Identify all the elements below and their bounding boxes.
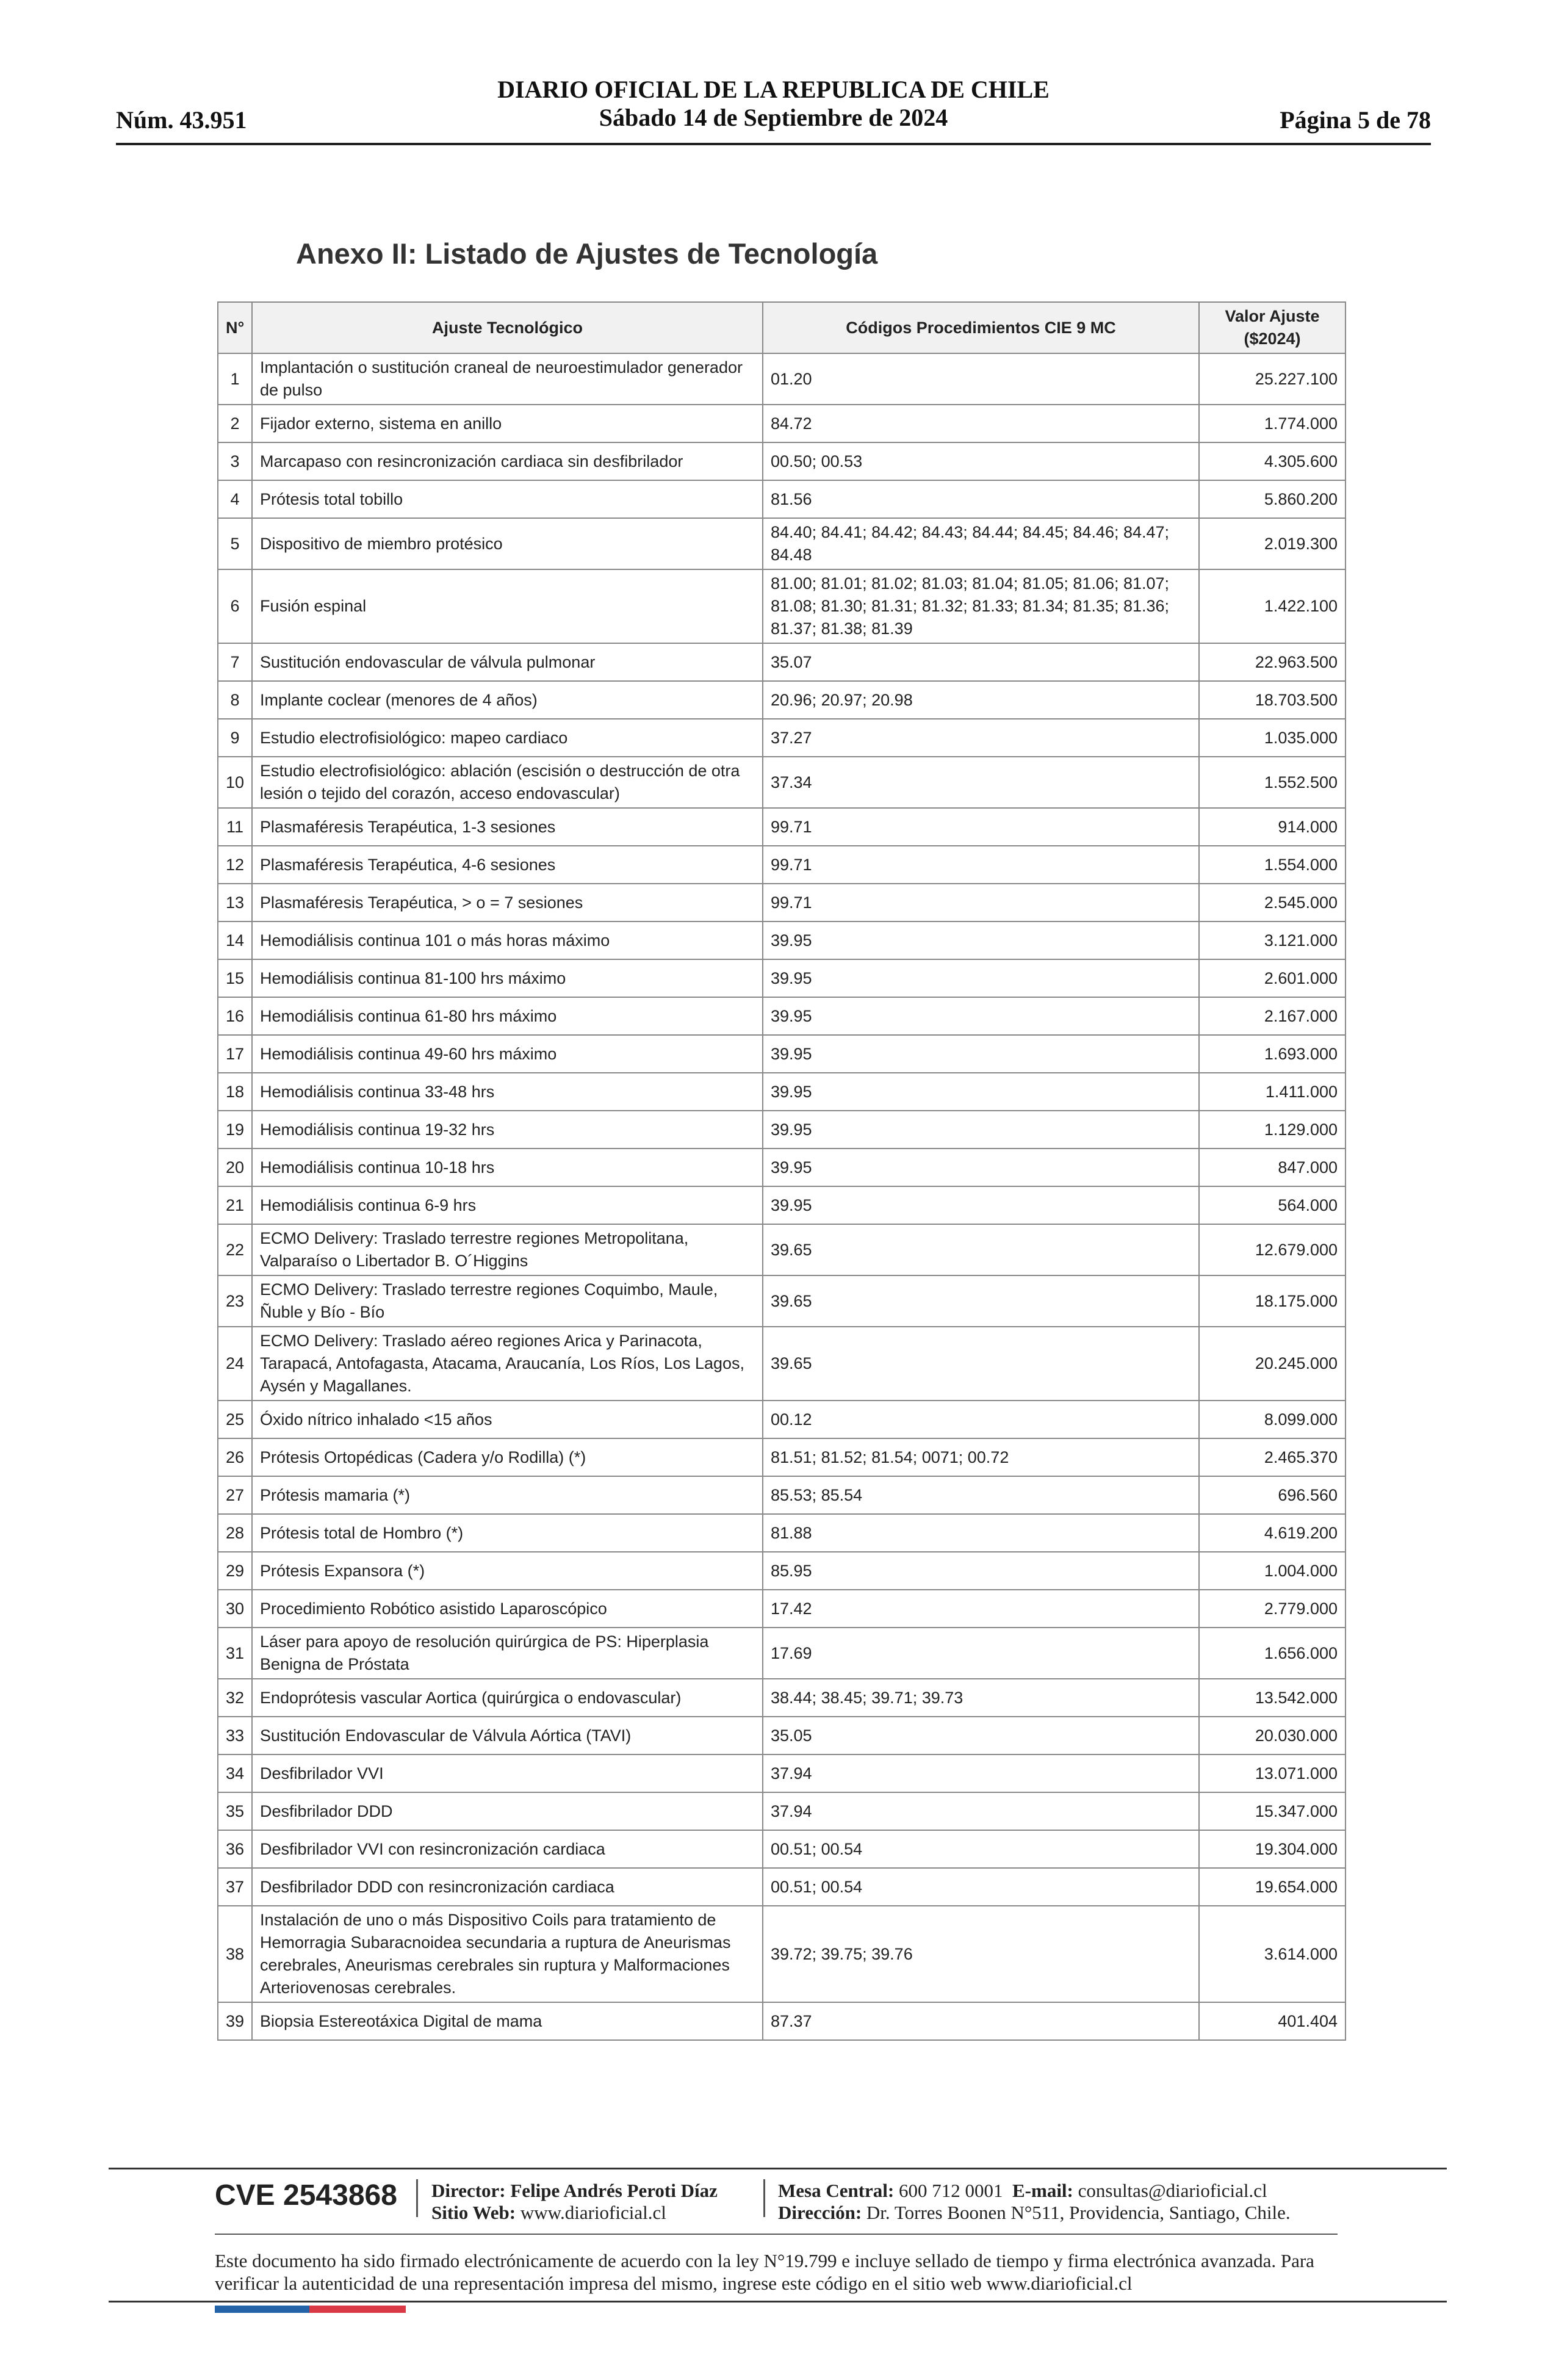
- row-codes: 00.12: [763, 1401, 1199, 1438]
- row-number: 38: [218, 1906, 252, 2002]
- table-row: [218, 959, 1345, 997]
- row-value: 19.304.000: [1199, 1830, 1345, 1868]
- table-row: [218, 353, 1345, 405]
- row-codes: 99.71: [763, 808, 1199, 846]
- row-value: 5.860.200: [1199, 480, 1345, 518]
- row-codes: 38.44; 38.45; 39.71; 39.73: [763, 1679, 1199, 1717]
- row-number: 13: [218, 884, 252, 921]
- row-number: 22: [218, 1224, 252, 1275]
- row-adjustment: Procedimiento Robótico asistido Laparoscópico: [252, 1590, 763, 1628]
- row-value: 1.552.500: [1199, 757, 1345, 808]
- row-adjustment: Prótesis total de Hombro (*): [252, 1514, 763, 1552]
- row-codes: 39.95: [763, 1035, 1199, 1073]
- table-row: [218, 405, 1345, 442]
- row-number: 24: [218, 1327, 252, 1401]
- row-adjustment: Hemodiálisis continua 61-80 hrs máximo: [252, 997, 763, 1035]
- row-codes: 99.71: [763, 846, 1199, 884]
- row-number: 16: [218, 997, 252, 1035]
- table-row: [218, 1035, 1345, 1073]
- site-url[interactable]: www.diarioficial.cl: [520, 2202, 666, 2223]
- row-value: 22.963.500: [1199, 643, 1345, 681]
- row-adjustment: Prótesis Ortopédicas (Cadera y/o Rodilla) (*): [252, 1438, 763, 1476]
- table-row: [218, 1868, 1345, 1906]
- row-adjustment: Prótesis total tobillo: [252, 480, 763, 518]
- page-number: Página 5 de 78: [1280, 106, 1431, 134]
- row-number: 30: [218, 1590, 252, 1628]
- row-adjustment: Desfibrilador VVI con resincronización cardiaca: [252, 1830, 763, 1868]
- row-value: 13.071.000: [1199, 1754, 1345, 1792]
- row-value: 3.121.000: [1199, 921, 1345, 959]
- table-row: [218, 1111, 1345, 1149]
- row-value: 564.000: [1199, 1186, 1345, 1224]
- row-number: 10: [218, 757, 252, 808]
- row-codes: 39.95: [763, 921, 1199, 959]
- table-row: [218, 1830, 1345, 1868]
- row-adjustment: ECMO Delivery: Traslado terrestre regiones Coquimbo, Maule, Ñuble y Bío - Bío: [252, 1275, 763, 1327]
- row-number: 2: [218, 405, 252, 442]
- flag-stripe-blue: [215, 2306, 309, 2313]
- address-label: Dirección:: [778, 2202, 862, 2223]
- table-row: [218, 1754, 1345, 1792]
- row-value: 1.422.100: [1199, 569, 1345, 643]
- row-number: 31: [218, 1628, 252, 1679]
- row-value: 1.656.000: [1199, 1628, 1345, 1679]
- row-adjustment: Láser para apoyo de resolución quirúrgica de PS: Hiperplasia Benigna de Próstata: [252, 1628, 763, 1679]
- footer-director-block: [431, 2180, 718, 2224]
- row-number: 11: [218, 808, 252, 846]
- row-value: 18.175.000: [1199, 1275, 1345, 1327]
- footer-divider: [763, 2179, 765, 2217]
- table-row: [218, 884, 1345, 921]
- row-codes: 37.94: [763, 1792, 1199, 1830]
- row-value: 2.779.000: [1199, 1590, 1345, 1628]
- row-adjustment: Instalación de uno o más Dispositivo Coils para tratamiento de Hemorragia Subaracnoidea secundaria a ruptura de Aneurismas cerebrales, Aneurismas cerebrales sin ruptura y Malformaciones Arteriovenosas cerebrales.: [252, 1906, 763, 2002]
- row-codes: 00.50; 00.53: [763, 442, 1199, 480]
- row-value: 1.004.000: [1199, 1552, 1345, 1590]
- director-name: Felipe Andrés Peroti Díaz: [510, 2180, 718, 2201]
- row-codes: 00.51; 00.54: [763, 1830, 1199, 1868]
- value-header-line1: Valor Ajuste: [1225, 307, 1320, 325]
- row-value: 20.030.000: [1199, 1717, 1345, 1754]
- table-row: [218, 1149, 1345, 1186]
- table-row: [218, 757, 1345, 808]
- row-adjustment: Desfibrilador DDD con resincronización cardiaca: [252, 1868, 763, 1906]
- table-row: [218, 1186, 1345, 1224]
- phone-number: 600 712 0001: [899, 2180, 1003, 2201]
- row-number: 19: [218, 1111, 252, 1149]
- row-adjustment: Hemodiálisis continua 6-9 hrs: [252, 1186, 763, 1224]
- row-codes: 39.65: [763, 1224, 1199, 1275]
- row-codes: 39.72; 39.75; 39.76: [763, 1906, 1199, 2002]
- phone-label: Mesa Central:: [778, 2180, 895, 2201]
- publication-date: Sábado 14 de Septiembre de 2024: [599, 104, 948, 131]
- row-codes: 39.95: [763, 1111, 1199, 1149]
- row-codes: 85.95: [763, 1552, 1199, 1590]
- table-row: [218, 2002, 1345, 2040]
- row-codes: 84.40; 84.41; 84.42; 84.43; 84.44; 84.45; 84.46; 84.47; 84.48: [763, 518, 1199, 569]
- table-row: [218, 569, 1345, 643]
- director-label: Director:: [431, 2180, 506, 2201]
- row-adjustment: Hemodiálisis continua 33-48 hrs: [252, 1073, 763, 1111]
- address-text: Dr. Torres Boonen N°511, Providencia, Santiago, Chile.: [866, 2202, 1291, 2223]
- row-value: 8.099.000: [1199, 1401, 1345, 1438]
- row-adjustment: Endoprótesis vascular Aortica (quirúrgica o endovascular): [252, 1679, 763, 1717]
- row-value: 25.227.100: [1199, 353, 1345, 405]
- row-adjustment: Sustitución endovascular de válvula pulmonar: [252, 643, 763, 681]
- row-codes: 35.07: [763, 643, 1199, 681]
- adjustments-table: [217, 301, 1346, 2041]
- row-adjustment: Biopsia Estereotáxica Digital de mama: [252, 2002, 763, 2040]
- row-adjustment: Dispositivo de miembro protésico: [252, 518, 763, 569]
- row-codes: 85.53; 85.54: [763, 1476, 1199, 1514]
- row-codes: 81.88: [763, 1514, 1199, 1552]
- table-row: [218, 1327, 1345, 1401]
- table-row: [218, 643, 1345, 681]
- row-value: 1.035.000: [1199, 719, 1345, 757]
- row-codes: 99.71: [763, 884, 1199, 921]
- row-adjustment: Fijador externo, sistema en anillo: [252, 405, 763, 442]
- signature-note: Este documento ha sido firmado electrónicamente de acuerdo con la ley N°19.799 e incluye sellado de tiempo y firma electrónica avanzada. Para verificar la autenticidad de una representación impresa del mismo, ingrese este código en el sitio web www.diarioficial.cl: [215, 2250, 1314, 2294]
- row-number: 15: [218, 959, 252, 997]
- row-adjustment: Hemodiálisis continua 49-60 hrs máximo: [252, 1035, 763, 1073]
- row-adjustment: ECMO Delivery: Traslado aéreo regiones Arica y Parinacota, Tarapacá, Antofagasta, Atacama, Araucanía, Los Ríos, Los Lagos, Aysén y Magallanes.: [252, 1327, 763, 1401]
- table-row: [218, 442, 1345, 480]
- row-value: 20.245.000: [1199, 1327, 1345, 1401]
- row-codes: 81.56: [763, 480, 1199, 518]
- row-value: 2.601.000: [1199, 959, 1345, 997]
- row-codes: 87.37: [763, 2002, 1199, 2040]
- row-adjustment: Estudio electrofisiológico: mapeo cardiaco: [252, 719, 763, 757]
- row-adjustment: Desfibrilador VVI: [252, 1754, 763, 1792]
- row-adjustment: Marcapaso con resincronización cardiaca sin desfibrilador: [252, 442, 763, 480]
- table-row: [218, 1552, 1345, 1590]
- row-value: 1.554.000: [1199, 846, 1345, 884]
- table-row: [218, 1476, 1345, 1514]
- row-number: 25: [218, 1401, 252, 1438]
- table-body: [218, 353, 1345, 2040]
- row-adjustment: Plasmaféresis Terapéutica, > o = 7 sesiones: [252, 884, 763, 921]
- row-adjustment: Prótesis mamaria (*): [252, 1476, 763, 1514]
- footer-bottom-rule: [109, 2301, 1447, 2302]
- row-codes: 39.65: [763, 1275, 1199, 1327]
- table-row: [218, 1906, 1345, 2002]
- row-number: 3: [218, 442, 252, 480]
- row-value: 3.614.000: [1199, 1906, 1345, 2002]
- row-number: 8: [218, 681, 252, 719]
- row-value: 1.129.000: [1199, 1111, 1345, 1149]
- col-header-value: [1199, 302, 1345, 353]
- row-number: 28: [218, 1514, 252, 1552]
- row-number: 6: [218, 569, 252, 643]
- row-number: 4: [218, 480, 252, 518]
- row-number: 12: [218, 846, 252, 884]
- row-value: 914.000: [1199, 808, 1345, 846]
- row-adjustment: Hemodiálisis continua 19-32 hrs: [252, 1111, 763, 1149]
- page-header: [116, 74, 1431, 145]
- row-codes: 37.27: [763, 719, 1199, 757]
- row-adjustment: Óxido nítrico inhalado <15 años: [252, 1401, 763, 1438]
- row-number: 17: [218, 1035, 252, 1073]
- row-codes: 00.51; 00.54: [763, 1868, 1199, 1906]
- row-adjustment: Sustitución Endovascular de Válvula Aórtica (TAVI): [252, 1717, 763, 1754]
- col-header-number: N°: [218, 302, 252, 353]
- table-row: [218, 1438, 1345, 1476]
- row-number: 23: [218, 1275, 252, 1327]
- row-value: 2.167.000: [1199, 997, 1345, 1035]
- publication-title: DIARIO OFICIAL DE LA REPUBLICA DE CHILE: [497, 76, 1050, 103]
- table-row: [218, 1792, 1345, 1830]
- row-adjustment: ECMO Delivery: Traslado terrestre regiones Metropolitana, Valparaíso o Libertador B. O´Higgins: [252, 1224, 763, 1275]
- row-value: 4.305.600: [1199, 442, 1345, 480]
- table-row: [218, 997, 1345, 1035]
- table-row: [218, 1514, 1345, 1552]
- row-codes: 17.42: [763, 1590, 1199, 1628]
- row-adjustment: Estudio electrofisiológico: ablación (escisión o destrucción de otra lesión o tejido del corazón, acceso endovascular): [252, 757, 763, 808]
- footer-contact-block: [778, 2180, 1291, 2224]
- table-row: [218, 1275, 1345, 1327]
- table-row: [218, 808, 1345, 846]
- masthead: [116, 76, 1431, 132]
- row-codes: 01.20: [763, 353, 1199, 405]
- table-row: [218, 1073, 1345, 1111]
- row-adjustment: Implantación o sustitución craneal de neuroestimulador generador de pulso: [252, 353, 763, 405]
- row-adjustment: Plasmaféresis Terapéutica, 1-3 sesiones: [252, 808, 763, 846]
- row-number: 26: [218, 1438, 252, 1476]
- row-number: 27: [218, 1476, 252, 1514]
- row-codes: 81.00; 81.01; 81.02; 81.03; 81.04; 81.05; 81.06; 81.07; 81.08; 81.30; 81.31; 81.32; 81.33; 81.34; 81.35; 81.36; 81.37; 81.38; 81.39: [763, 569, 1199, 643]
- row-number: 9: [218, 719, 252, 757]
- row-codes: 39.65: [763, 1327, 1199, 1401]
- site-label: Sitio Web:: [431, 2202, 516, 2223]
- row-codes: 39.95: [763, 1149, 1199, 1186]
- row-number: 32: [218, 1679, 252, 1717]
- table-row: [218, 1224, 1345, 1275]
- row-adjustment: Desfibrilador DDD: [252, 1792, 763, 1830]
- table-row: [218, 921, 1345, 959]
- row-value: 13.542.000: [1199, 1679, 1345, 1717]
- row-codes: 39.95: [763, 1186, 1199, 1224]
- table-row: [218, 1590, 1345, 1628]
- row-adjustment: Hemodiálisis continua 81-100 hrs máximo: [252, 959, 763, 997]
- table-row: [218, 518, 1345, 569]
- row-adjustment: Hemodiálisis continua 101 o más horas máximo: [252, 921, 763, 959]
- row-value: 19.654.000: [1199, 1868, 1345, 1906]
- row-codes: 39.95: [763, 1073, 1199, 1111]
- row-value: 1.774.000: [1199, 405, 1345, 442]
- row-value: 15.347.000: [1199, 1792, 1345, 1830]
- row-codes: 17.69: [763, 1628, 1199, 1679]
- row-number: 18: [218, 1073, 252, 1111]
- row-adjustment: Hemodiálisis continua 10-18 hrs: [252, 1149, 763, 1186]
- row-codes: 39.95: [763, 997, 1199, 1035]
- row-number: 39: [218, 2002, 252, 2040]
- row-number: 37: [218, 1868, 252, 1906]
- table-row: [218, 1717, 1345, 1754]
- row-number: 35: [218, 1792, 252, 1830]
- row-codes: 39.95: [763, 959, 1199, 997]
- cve-code: CVE 2543868: [215, 2179, 397, 2212]
- row-adjustment: Implante coclear (menores de 4 años): [252, 681, 763, 719]
- col-header-codes: Códigos Procedimientos CIE 9 MC: [763, 302, 1199, 353]
- row-value: 2.465.370: [1199, 1438, 1345, 1476]
- row-value: 401.404: [1199, 2002, 1345, 2040]
- issue-number: Núm. 43.951: [116, 106, 247, 134]
- email-label: E-mail:: [1012, 2180, 1073, 2201]
- row-number: 14: [218, 921, 252, 959]
- row-number: 33: [218, 1717, 252, 1754]
- footer-top-rule: [109, 2168, 1447, 2169]
- row-value: 18.703.500: [1199, 681, 1345, 719]
- footer-mid-rule: [215, 2234, 1338, 2235]
- row-codes: 84.72: [763, 405, 1199, 442]
- row-number: 29: [218, 1552, 252, 1590]
- table-header-row: [218, 302, 1345, 353]
- table-row: [218, 846, 1345, 884]
- row-number: 36: [218, 1830, 252, 1868]
- row-value: 1.693.000: [1199, 1035, 1345, 1073]
- table-row: [218, 719, 1345, 757]
- row-codes: 20.96; 20.97; 20.98: [763, 681, 1199, 719]
- row-number: 34: [218, 1754, 252, 1792]
- row-number: 1: [218, 353, 252, 405]
- table-row: [218, 1628, 1345, 1679]
- row-value: 1.411.000: [1199, 1073, 1345, 1111]
- row-value: 2.545.000: [1199, 884, 1345, 921]
- row-codes: 37.34: [763, 757, 1199, 808]
- row-value: 696.560: [1199, 1476, 1345, 1514]
- table-row: [218, 1401, 1345, 1438]
- table-row: [218, 681, 1345, 719]
- row-number: 7: [218, 643, 252, 681]
- row-adjustment: Plasmaféresis Terapéutica, 4-6 sesiones: [252, 846, 763, 884]
- row-value: 4.619.200: [1199, 1514, 1345, 1552]
- flag-stripe-red: [309, 2306, 406, 2313]
- row-codes: 35.05: [763, 1717, 1199, 1754]
- row-number: 5: [218, 518, 252, 569]
- row-adjustment: Prótesis Expansora (*): [252, 1552, 763, 1590]
- value-header-line2: ($2024): [1244, 330, 1301, 348]
- row-codes: 37.94: [763, 1754, 1199, 1792]
- row-number: 20: [218, 1149, 252, 1186]
- annex-title: Anexo II: Listado de Ajustes de Tecnología: [296, 237, 878, 270]
- footer-divider: [416, 2179, 418, 2217]
- row-codes: 81.51; 81.52; 81.54; 0071; 00.72: [763, 1438, 1199, 1476]
- table-row: [218, 1679, 1345, 1717]
- row-adjustment: Fusión espinal: [252, 569, 763, 643]
- row-value: 847.000: [1199, 1149, 1345, 1186]
- table-row: [218, 480, 1345, 518]
- row-value: 12.679.000: [1199, 1224, 1345, 1275]
- col-header-adjustment: Ajuste Tecnológico: [252, 302, 763, 353]
- row-number: 21: [218, 1186, 252, 1224]
- email-address[interactable]: consultas@diarioficial.cl: [1078, 2180, 1267, 2201]
- row-value: 2.019.300: [1199, 518, 1345, 569]
